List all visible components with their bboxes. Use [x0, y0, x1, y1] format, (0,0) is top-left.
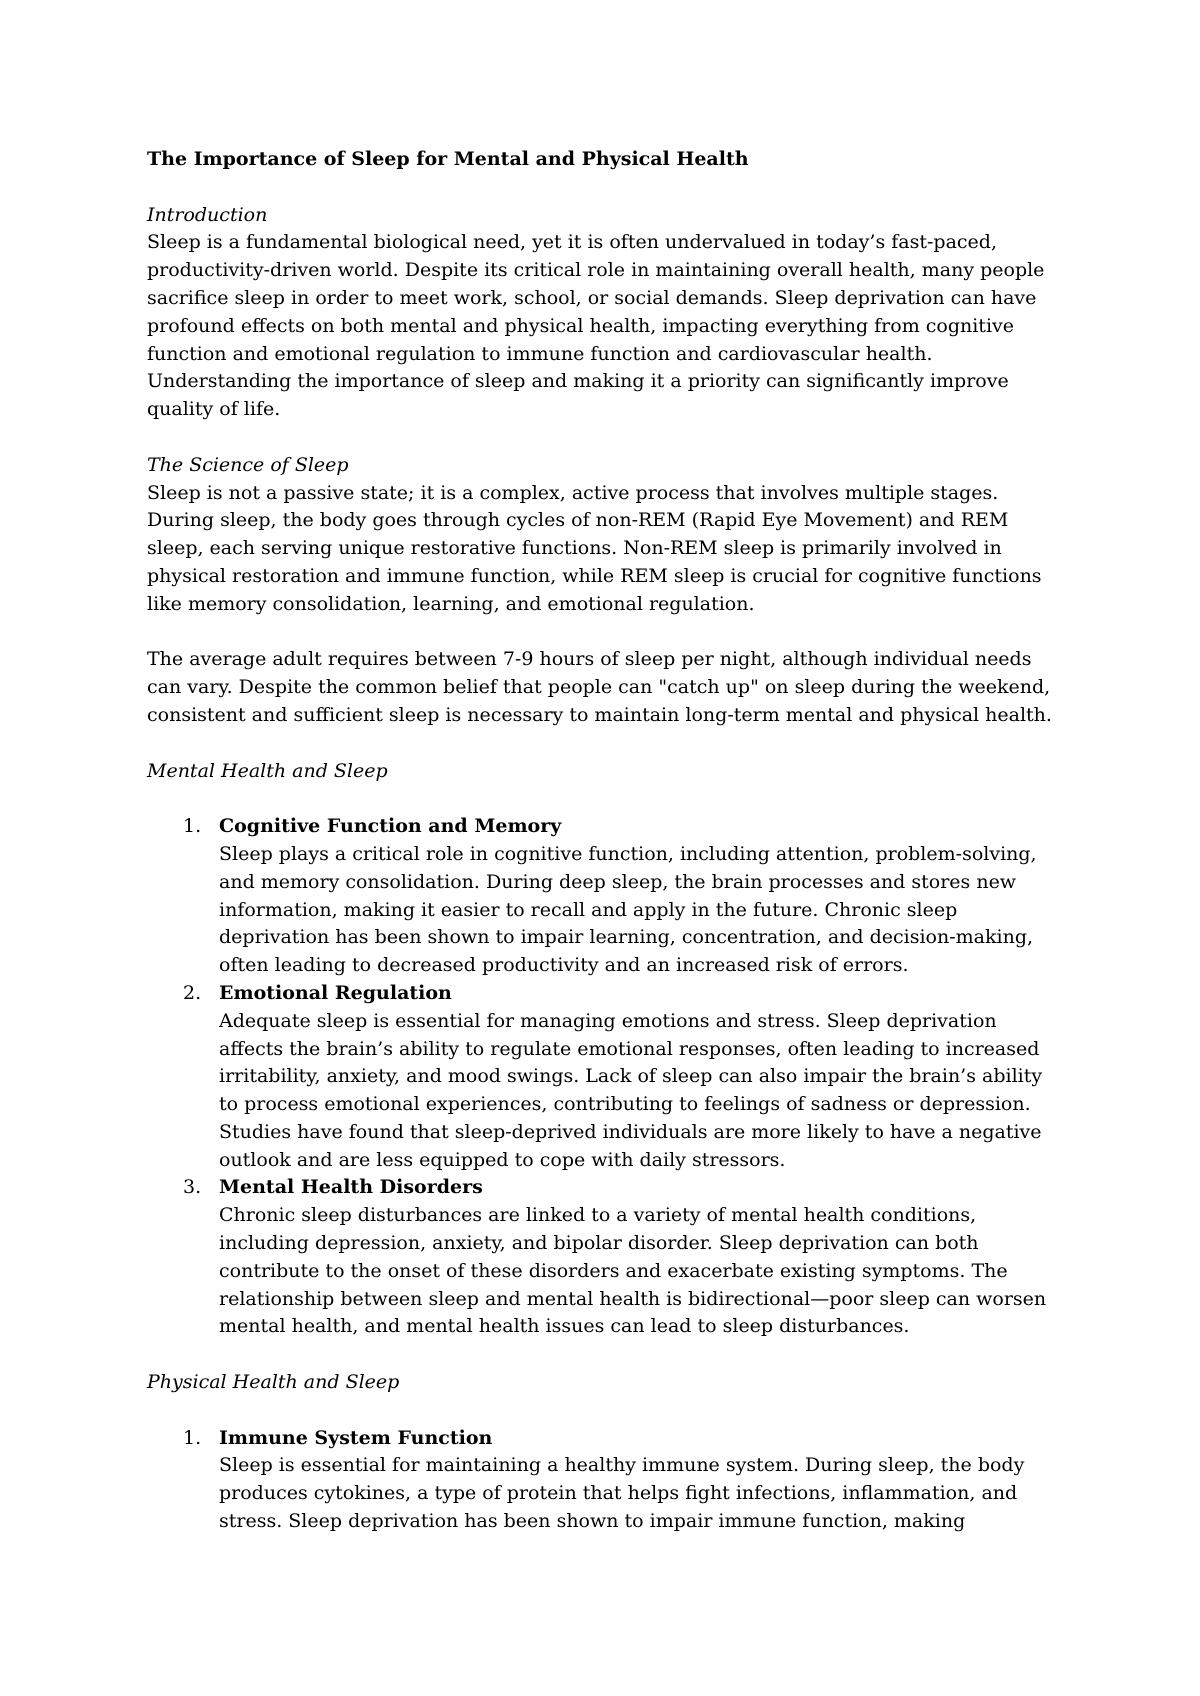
- document-page: [147, 146, 1062, 1564]
- list-item: [147, 1174, 1062, 1341]
- section-heading-science-of-sleep: The Science of Sleep: [147, 453, 349, 476]
- list-number: 1.: [183, 815, 202, 838]
- document-title: The Importance of Sleep for Mental and Physical Health: [147, 148, 749, 170]
- list-item: [147, 980, 1062, 1175]
- list-item-body: Adequate sleep is essential for managing emotions and stress. Sleep deprivation affects the brain’s ability to regulate emotional responses, often leading to increased irritability, anxiety, and mood swings. Lack of sleep can also impair the brain’s ability to process emotional experiences, contributing to feelings of sadness or depression. Studies have found that sleep-deprived individuals are more likely to have a negative outlook and are less equipped to cope with daily stressors.: [219, 1009, 1043, 1171]
- list-number: 3.: [183, 1176, 202, 1199]
- list-item-body: Sleep is essential for maintaining a healthy immune system. During sleep, the body produces cytokines, a type of protein that helps fight infections, inflammation, and stress. Sleep deprivation has been shown to impair immune function, making: [219, 1454, 1025, 1533]
- list-item: [147, 1425, 1062, 1536]
- physical-health-list: [147, 1425, 1062, 1536]
- mental-health-list: [147, 813, 1062, 1341]
- section-heading-introduction: Introduction: [147, 203, 268, 226]
- list-item-title: Cognitive Function and Memory: [219, 815, 562, 838]
- list-number: 2.: [183, 981, 202, 1004]
- list-item-title: Mental Health Disorders: [219, 1176, 483, 1199]
- section-heading-physical-health: Physical Health and Sleep: [147, 1371, 400, 1394]
- list-item-title: Emotional Regulation: [219, 981, 452, 1004]
- list-item-body: Sleep plays a critical role in cognitive function, including attention, problem-solving, and memory consolidation. During deep sleep, the brain processes and stores new information, making it easier to recall and apply in the future. Chronic sleep deprivation has been shown to impair learning, concentration, and decision-making, often leading to decreased productivity and an increased risk of errors.: [219, 842, 1037, 977]
- list-item-body: Chronic sleep disturbances are linked to a variety of mental health conditions, including depression, anxiety, and bipolar disorder. Sleep deprivation can both contribute to the onset of these disorders and exacerbate existing symptoms. The relationship between sleep and mental health is bidirectional—poor sleep can worsen mental health, and mental health issues can lead to sleep disturbances.: [219, 1204, 1047, 1338]
- list-number: 1.: [183, 1426, 202, 1449]
- science-paragraph-2: The average adult requires between 7-9 hours of sleep per night, although individual needs can vary. Despite the common belief that people can "catch up" on sleep during the weekend, consistent and sufficient sleep is necessary to maintain long-term mental and physical health.: [147, 648, 1052, 726]
- list-item: [147, 813, 1062, 980]
- list-item-title: Immune System Function: [219, 1426, 493, 1449]
- section-heading-mental-health: Mental Health and Sleep: [147, 759, 388, 782]
- science-paragraph-1: Sleep is not a passive state; it is a complex, active process that involves multiple stages. During sleep, the body goes through cycles of non-REM (Rapid Eye Movement) and REM sleep, each serving unique restorative functions. Non-REM sleep is primarily involved in physical restoration and immune function, while REM sleep is crucial for cognitive functions like memory consolidation, learning, and emotional regulation.: [147, 481, 1042, 615]
- introduction-paragraph: Sleep is a fundamental biological need, yet it is often undervalued in today’s fast-paced, productivity-driven world. Despite its critical role in maintaining overall health, many people sacrifice sleep in order to meet work, school, or social demands. Sleep deprivation can have profound effects on both mental and physical health, impacting everything from cognitive function and emotional regulation to immune function and cardiovascular health. Understanding the importance of sleep and making it a priority can significantly improve quality of life.: [147, 231, 1045, 421]
